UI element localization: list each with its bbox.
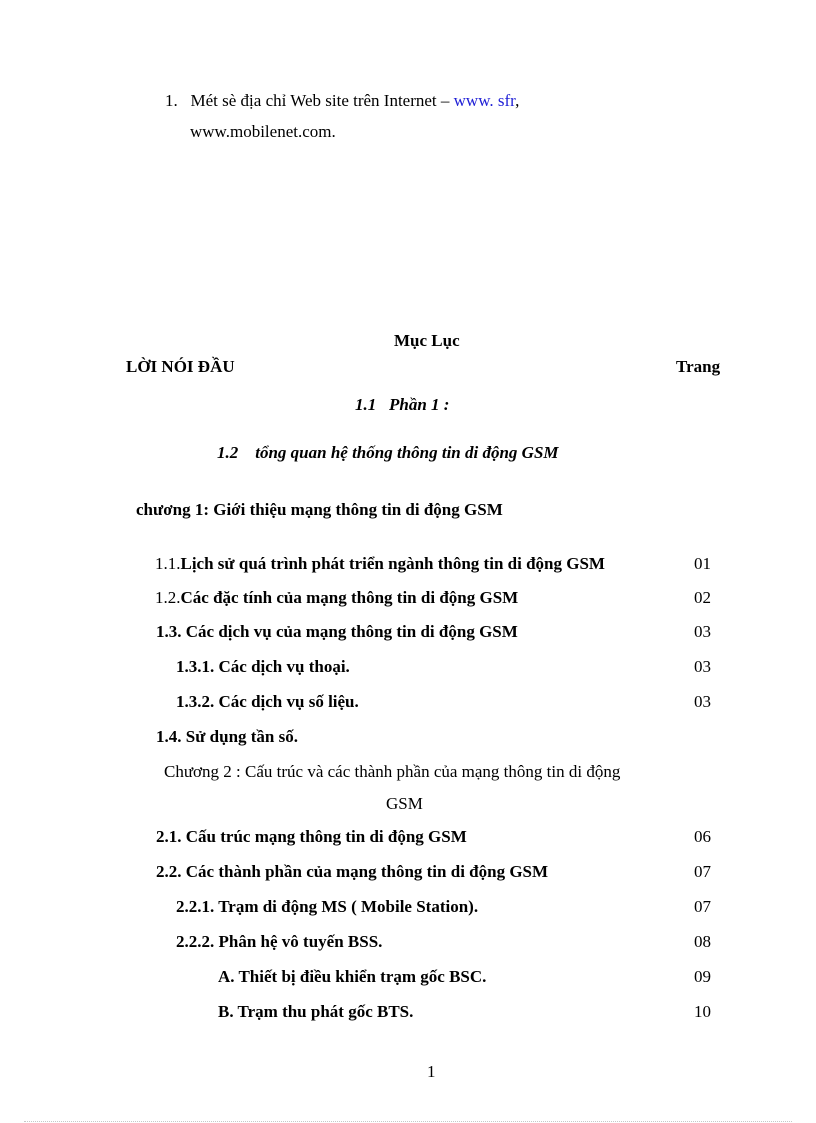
toc-item[interactable]: 2.2. Các thành phần của mạng thông tin di động GSM: [156, 862, 549, 881]
toc-item[interactable]: 1.3.2. Các dịch vụ số liệu.: [176, 692, 359, 711]
toc-item-label: Lịch sử quá trình phát triển ngành thông tin di động GSM: [180, 554, 605, 573]
page-number: 1: [427, 1062, 436, 1081]
toc-overview-title: tổng quan hệ thống thông tin di động GSM: [255, 443, 559, 462]
toc-item-page: 07: [694, 862, 711, 881]
toc-item[interactable]: B. Trạm thu phát gốc BTS.: [218, 1002, 414, 1021]
toc-part-heading: [355, 395, 449, 415]
toc-item-page: 03: [694, 657, 711, 676]
page-bottom-divider: [24, 1121, 792, 1122]
toc-item-page: 06: [694, 827, 711, 846]
toc-item[interactable]: 2.2.2. Phân hệ vô tuyến BSS.: [176, 932, 383, 951]
toc-item-page: 07: [694, 897, 711, 916]
toc-item-page: 03: [694, 692, 711, 711]
reference-item-1: [165, 91, 519, 111]
reference-number: 1.: [165, 91, 178, 110]
toc-item[interactable]: 1.3. Các dịch vụ của mạng thông tin di động GSM: [156, 622, 518, 641]
toc-part-title: Phần 1 :: [389, 395, 450, 414]
toc-item-number: 1.2.: [155, 588, 181, 607]
toc-item[interactable]: 2.1. Cấu trúc mạng thông tin di động GSM: [156, 827, 467, 846]
toc-item[interactable]: A. Thiết bị điều khiển trạm gốc BSC.: [218, 967, 487, 986]
toc-item[interactable]: 2.2.1. Trạm di động MS ( Mobile Station).: [176, 897, 479, 916]
toc-item-page: 10: [694, 1002, 711, 1021]
toc-item-page: 01: [694, 554, 711, 573]
toc-item-page: 09: [694, 967, 711, 986]
toc-chapter-2: Chương 2 : Cấu trúc và các thành phần của mạng thông tin di động: [164, 762, 621, 781]
reference-link[interactable]: www. sfr: [453, 91, 516, 110]
reference-item-1-line2[interactable]: www.mobilenet.com.: [190, 122, 336, 141]
toc-item-number: 1.1.: [155, 554, 181, 573]
toc-overview-heading: [217, 443, 559, 463]
toc-item-page: 02: [694, 588, 711, 607]
toc-item-page: 08: [694, 932, 711, 951]
toc-part-number: 1.1: [355, 395, 377, 414]
toc-item[interactable]: 1.3.1. Các dịch vụ thoại.: [176, 657, 350, 676]
toc-chapter-2-line2: GSM: [386, 794, 423, 813]
toc-item-page: 03: [694, 622, 711, 641]
toc-item[interactable]: [155, 588, 518, 608]
toc-overview-number: 1.2: [217, 443, 239, 462]
toc-chapter-1: chương 1: Giới thiệu mạng thông tin di động GSM: [136, 500, 503, 519]
toc-page-header: Trang: [676, 357, 721, 376]
reference-comma: ,: [515, 91, 520, 110]
toc-preface: LỜI NÓI ĐẦU: [126, 357, 235, 376]
toc-item[interactable]: [155, 554, 605, 574]
toc-item-label: Các đặc tính của mạng thông tin di động GSM: [180, 588, 519, 607]
toc-item[interactable]: 1.4. Sử dụng tần số.: [156, 727, 299, 746]
toc-title: Mục Lục: [394, 331, 460, 350]
reference-text: Mét sè địa chỉ Web site trên Internet –: [190, 91, 450, 110]
